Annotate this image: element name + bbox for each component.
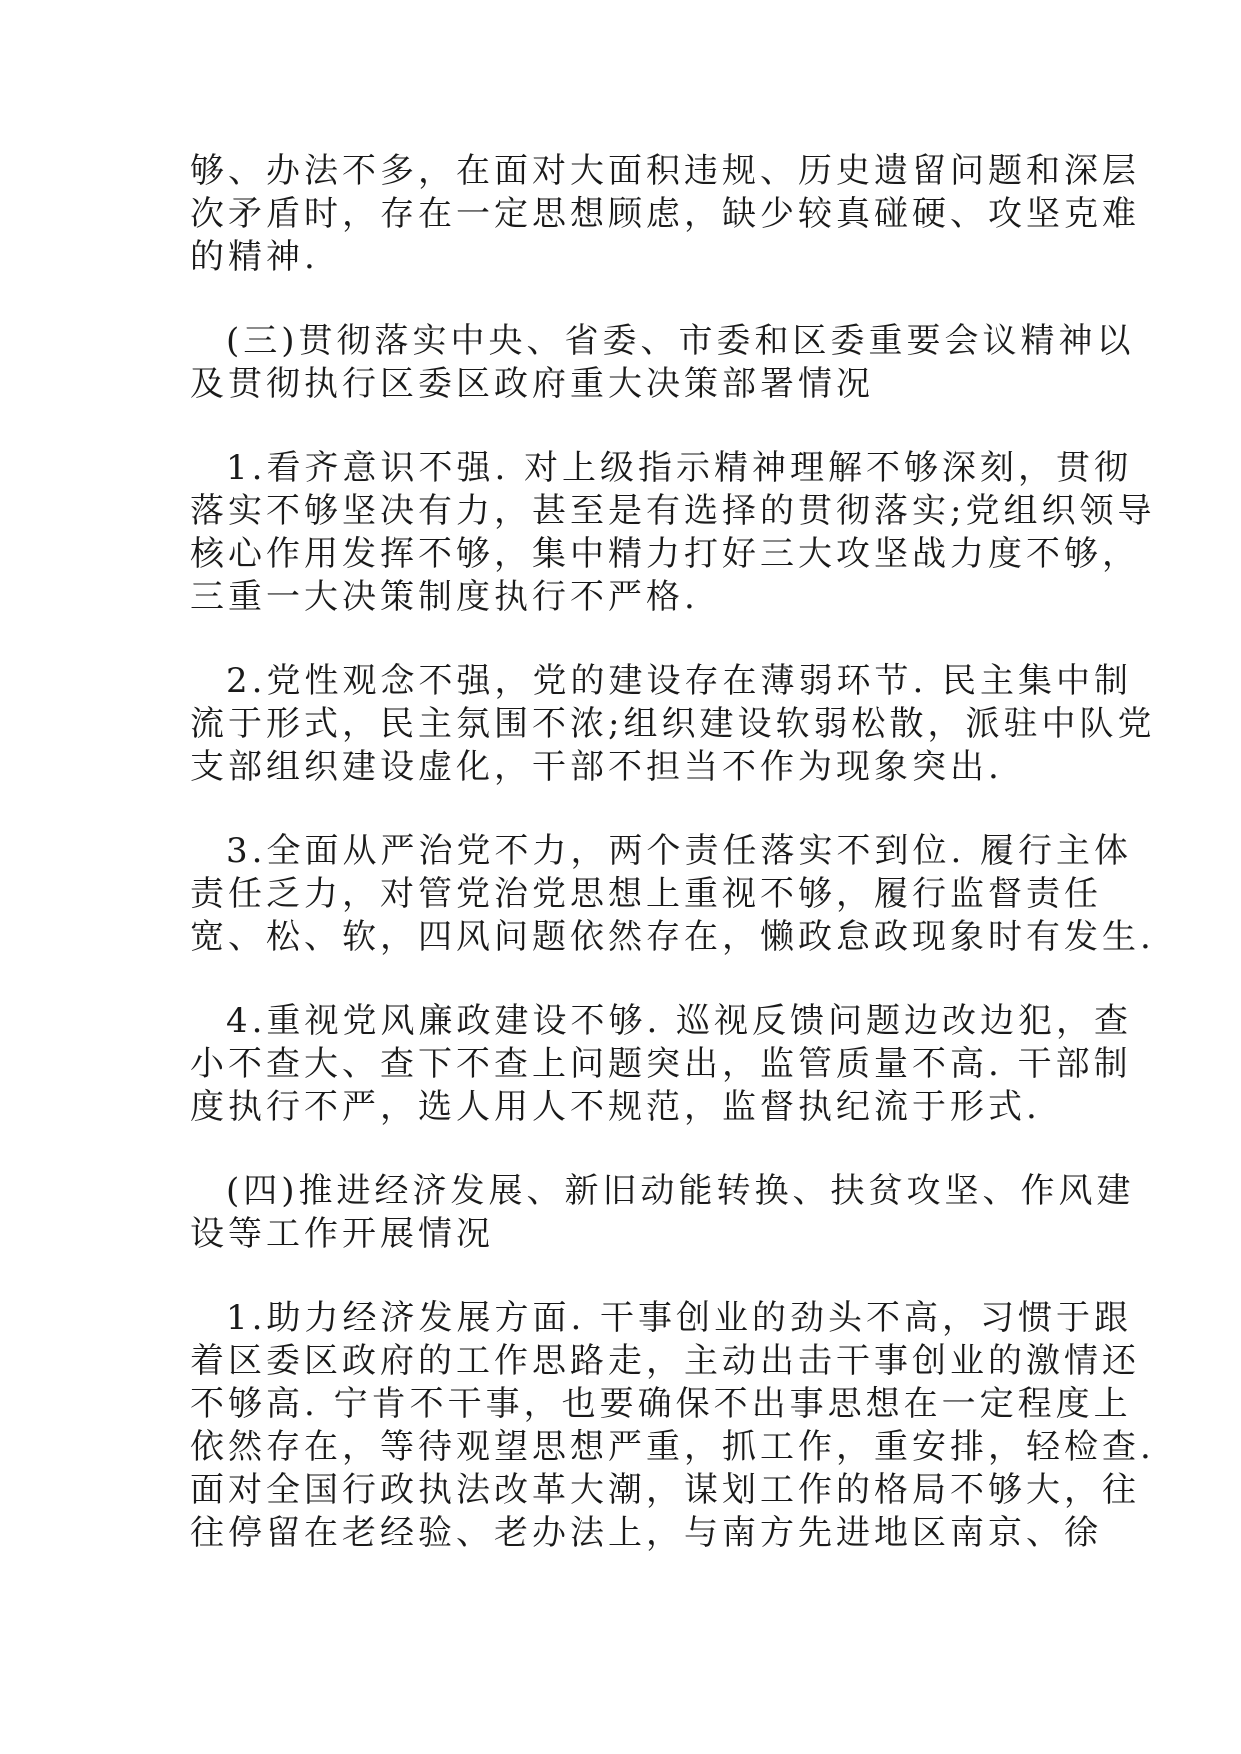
text-line: 责任乏力，对管党治党思想上重视不够，履行监督责任: [190, 874, 1102, 914]
heading-line: (四)推进经济发展、新旧动能转换、扶贫攻坚、作风建: [226, 1171, 1135, 1211]
text-line: 的精神.: [190, 237, 319, 277]
text-line: 三重一大决策制度执行不严格.: [190, 577, 699, 617]
heading-line: (三)贯彻落实中央、省委、市委和区委重要会议精神以: [226, 321, 1135, 361]
list-item-3-1: [190, 447, 1156, 619]
section-heading-3: [190, 320, 1135, 406]
list-item-3-4: [190, 1000, 1133, 1129]
text-line: 核心作用发挥不够，集中精力打好三大攻坚战力度不够，: [190, 534, 1140, 574]
text-line: 面对全国行政执法改革大潮，谋划工作的格局不够大，往: [190, 1470, 1140, 1510]
text-line: 落实不够坚决有力，甚至是有选择的贯彻落实;党组织领导: [190, 491, 1156, 531]
text-line: 1.看齐意识不强. 对上级指示精神理解不够深刻，贯彻: [226, 448, 1133, 488]
paragraph-continuation: [190, 150, 1140, 279]
list-item-3-3: [190, 830, 1155, 959]
heading-line: 及贯彻执行区委区政府重大决策部署情况: [190, 364, 874, 404]
text-line: 不够高. 宁肯不干事，也要确保不出事思想在一定程度上: [190, 1384, 1132, 1424]
section-heading-4: [190, 1170, 1135, 1256]
list-item-4-1: [190, 1297, 1155, 1555]
text-line: 够、办法不多，在面对大面积违规、历史遗留问题和深层: [190, 151, 1140, 191]
list-item-3-2: [190, 660, 1156, 789]
text-line: 4.重视党风廉政建设不够. 巡视反馈问题边改边犯，查: [226, 1001, 1133, 1041]
text-line: 3.全面从严治党不力，两个责任落实不到位. 履行主体: [226, 831, 1133, 871]
text-line: 1.助力经济发展方面. 干事创业的劲头不高，习惯于跟: [226, 1298, 1133, 1338]
text-line: 支部组织建设虚化，干部不担当不作为现象突出.: [190, 747, 1003, 787]
text-line: 2.党性观念不强，党的建设存在薄弱环节. 民主集中制: [226, 661, 1133, 701]
text-line: 小不查大、查下不查上问题突出，监管质量不高. 干部制: [190, 1044, 1132, 1084]
text-line: 依然存在，等待观望思想严重，抓工作，重安排，轻检查.: [190, 1427, 1155, 1467]
text-line: 流于形式，民主氛围不浓;组织建设软弱松散，派驻中队党: [190, 704, 1156, 744]
text-line: 着区委区政府的工作思路走，主动出击干事创业的激情还: [190, 1341, 1140, 1381]
text-line: 往停留在老经验、老办法上，与南方先进地区南京、徐: [190, 1513, 1102, 1553]
text-line: 次矛盾时，存在一定思想顾虑，缺少较真碰硬、攻坚克难: [190, 194, 1140, 234]
document-page: [190, 150, 1156, 1596]
text-line: 宽、松、软，四风问题依然存在，懒政怠政现象时有发生.: [190, 917, 1155, 957]
text-line: 度执行不严，选人用人不规范，监督执纪流于形式.: [190, 1087, 1041, 1127]
heading-line: 设等工作开展情况: [190, 1214, 494, 1254]
